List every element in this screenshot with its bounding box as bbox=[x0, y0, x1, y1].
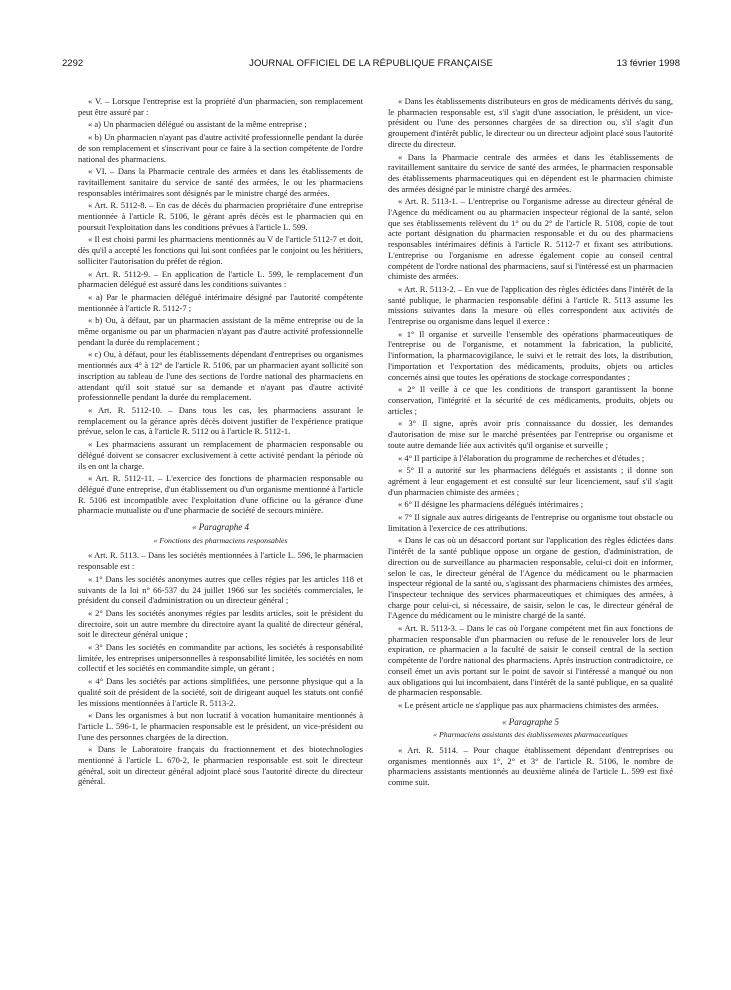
paragraph: « Art. R. 5113-2. – En vue de l'application des règles édictées dans l'intérêt de la santé publique, le pharmacien responsable défini à l'article R. 5113 assume les missions suivantes dans la mesure où elles correspondent aux activités de l'entreprise ou organisme dans lequel il exerce : bbox=[388, 283, 673, 327]
paragraph: « 1° Dans les sociétés anonymes autres que celles régies par les articles 118 et suivants de la loi n° 66-537 du 24 juillet 1966 sur les sociétés commerciales, le président du conseil d'administration ou un directeur général ; bbox=[78, 573, 363, 606]
paragraph: « 1° Il organise et surveille l'ensemble des opérations pharmaceutiques de l'entreprise ou de l'organisme, et notamment la fabrication, la publicité, l'information, la pharmacovigilance, le suivi et le retrait des lots, la distribution, l'importation et l'exportation des médicaments, produits, objets ou articles concernés ainsi que toutes les opérations de stockage correspondantes ; bbox=[388, 328, 673, 382]
paragraph: « Dans les organismes à but non lucratif à vocation humanitaire mentionnés à l'article L. 596-1, le pharmacien responsable est le président, un vice-président ou l'une des personnes chargées de la direction. bbox=[78, 710, 363, 742]
paragraph: « 3° Il signe, après avoir pris connaissance du dossier, les demandes d'autorisation de mise sur le marché présentées par l'entreprise ou organisme et toute autre demande liée aux activités qu'il organise et surveille ; bbox=[388, 418, 673, 450]
section-heading: « Paragraphe 5 bbox=[502, 716, 559, 727]
paragraph: « Dans les établissements distributeurs en gros de médicaments dérivés du sang, le pharmacien responsable est, s'il s'agit d'une association, le président, un vice-président ou l'une des personnes chargées de sa direction ou, s'il s'agit d'un groupement d'intérêt public, le directeur ou un directeur adjoint placé sous l'autorité directe du directeur. bbox=[388, 96, 673, 149]
paragraph: « 7° Il signale aux autres dirigeants de l'entreprise ou organisme tout obstacle ou limitation à l'exercice de ces attributions. bbox=[388, 512, 673, 533]
page-number: 2292 bbox=[62, 58, 84, 69]
paragraph: « Il est choisi parmi les pharmaciens mentionnés au V de l'article 5112-7 et doit, dès qu'il a accepté les fonctions qui lui sont confiées par le conjoint ou les héritiers, solliciter l'autorisation du préfet de région. bbox=[78, 234, 363, 266]
paragraph: « b) Un pharmacien n'ayant pas d'autre activité professionnelle pendant la durée de son remplacement et s'inscrivant pour ce faire à la section compétente de l'ordre national des pharmaciens. bbox=[78, 132, 363, 164]
paragraph: « Dans le Laboratoire français du fractionnement et des biotechnologies mentionné à l'article L. 670-2, le pharmacien responsable est soit le directeur général, soit un directeur général adjoint placé sous l'autorité directe du directeur général. bbox=[78, 744, 363, 787]
paragraph: « Art. R. 5112-10. – Dans tous les cas, les pharmaciens assurant le remplacement ou la gérance après décès doivent justifier de l'expérience pratique prévue, selon le cas, à l'article R. 5112 ou à l'article R. 5112-1. bbox=[78, 404, 363, 437]
paragraph: « 5° Il a autorité sur les pharmaciens délégués et assistants ; il donne son agrément à leur engagement et est consulté sur leur licenciement, sauf s'il s'agit d'un pharmacien chimiste des armées ; bbox=[388, 465, 673, 497]
publication-date: 13 février 1998 bbox=[616, 58, 680, 69]
paragraph: « 4° Dans les sociétés par actions simplifiées, une personne physique qui a la qualité soit de président de la société, soit de dirigeant auquel les statuts ont confié les missions mentionnées à l'article R. 5113-2. bbox=[78, 676, 363, 708]
paragraph: « Art. R. 5112-8. – En cas de décès du pharmacien propriétaire d'une entreprise mentionnée à l'article R. 5106, le gérant après décès est le pharmacien qui en poursuit l'exploitation dans les conditions prévues à l'article L. 599. bbox=[78, 200, 363, 232]
section-subheading: « Pharmaciens assistants des établissements pharmaceutiques bbox=[433, 730, 628, 740]
section-subheading: « Fonctions des pharmaciens responsables bbox=[153, 535, 288, 545]
paragraph: « 6° Il désigne les pharmaciens délégués intérimaires ; bbox=[398, 499, 584, 510]
paragraph: « Dans la Pharmacie centrale des armées et dans les établissements de ravitaillement sanitaire du service de santé des armées, le pharmacien responsable des établissements pharmaceutiques qui en dépendent est le pharmacien chimiste des armées désigné par le ministre chargé des armées. bbox=[388, 151, 673, 194]
paragraph: « Art. R. 5113. – Dans les sociétés mentionnées à l'article L. 596, le pharmacien responsable est : bbox=[78, 550, 363, 572]
paragraph: « c) Ou, à défaut, pour les établissements dépendant d'entreprises ou organismes mentionnés aux 4° à 12° de l'article R. 5106, par un pharmacien ayant sollicité son inscription au tableau de l'une des sections de l'ordre national des pharmaciens en attendant qu'il soit statué sur sa demande et n'ayant pas d'autre activité professionnelle pendant la durée du remplacement. bbox=[78, 349, 363, 403]
paragraph: « Art. R. 5112-9. – En application de l'article L. 599, le remplacement d'un pharmacien délégué est assuré dans les conditions suivantes : bbox=[78, 268, 363, 290]
left-column bbox=[78, 96, 363, 789]
paragraph: « 2° Dans les sociétés anonymes régies par lesdits articles, soit le président du directoire, soit un autre membre du directoire ayant la qualité de directeur général, soit le directeur général unique ; bbox=[78, 607, 363, 640]
paragraph: « 4° Il participe à l'élaboration du programme de recherches et d'études ; bbox=[398, 452, 645, 463]
paragraph: « Art. R. 5113-1. – L'entreprise ou l'organisme adresse au directeur général de l'Agence du médicament ou au pharmacien inspecteur régional de la santé, selon que ses établissements relèvent du 1° ou du 2° de l'article R. 5108, copie de tout acte portant désignation du pharmacien responsable et du ou des pharmaciens responsables intérimaires définis à l'article R. 5112-7 et fixant ses attributions. L'entreprise ou l'organisme en adresse également copie au conseil central compétent de l'ordre national des pharmaciens, sauf si l'intéressé est un pharmacien chimiste des armées. bbox=[388, 196, 673, 282]
paragraph: « Les pharmaciens assurant un remplacement de pharmacien responsable ou délégué doivent se consacrer exclusivement à cette activité pendant la période où ils en ont la charge. bbox=[78, 439, 363, 471]
paragraph: « V. – Lorsque l'entreprise est la propriété d'un pharmacien, son remplacement peut être assuré par : bbox=[78, 96, 363, 117]
paragraph: « Dans le cas où un désaccord portant sur l'application des règles édictées dans l'intérêt de la santé publique oppose un organe de gestion, d'administration, de direction ou de surveillance au pharmacien responsable, celui-ci doit en informer, selon le cas, le directeur général de l'Agence du médicament ou le pharmacien inspecteur régional de la santé ou, s'agissant des pharmaciens chimistes des armées, l'inspecteur technique des services pharmaceutiques et chimiques des armées, à charge pour celui-ci, si nécessaire, de saisir, selon le cas, le directeur général de l'Agence du médicament ou le ministre chargé de la santé. bbox=[388, 535, 673, 621]
paragraph: « Art. R. 5114. – Pour chaque établissement dépendant d'entreprises ou organismes mentionnés aux 1°, 2° et 3° de l'article R. 5106, le nombre de pharmaciens assistants mentionnés au deuxième alinéa de l'article L. 599 est fixé comme suit. bbox=[388, 745, 673, 788]
paragraph: « Le présent article ne s'applique pas aux pharmaciens chimistes des armées. bbox=[398, 699, 659, 710]
paragraph: « Art. R. 5112-11. – L'exercice des fonctions de pharmacien responsable ou délégué d'une entreprise, d'un établissement ou d'un organisme mentionné à l'article R. 5106 est incompatible avec l'exploitation d'une officine ou la gérance d'une pharmacie mutualiste ou d'une pharmacie de société de secours minière. bbox=[78, 473, 363, 516]
paragraph: « 2° Il veille à ce que les conditions de transport garantissent la bonne conservation, l'intégrité et la sécurité de ces médicaments, produits, objets ou articles ; bbox=[388, 384, 673, 416]
right-column bbox=[388, 96, 673, 790]
paragraph: « 3° Dans les sociétés en commandite par actions, les sociétés à responsabilité limitée, les entreprises unipersonnelles à responsabilité limitée, les sociétés en nom collectif et les sociétés en commandite simple, un gérant ; bbox=[78, 642, 363, 674]
paragraph: « VI. – Dans la Pharmacie centrale des armées et dans les établissements de ravitaillement sanitaire du service de santé des armées, le ou les pharmaciens responsables intérimaires sont désignés par le ministre chargé des armées. bbox=[78, 166, 363, 198]
journal-title: JOURNAL OFFICIEL DE LA RÉPUBLIQUE FRANÇAISE bbox=[249, 58, 493, 69]
page-header bbox=[62, 58, 680, 74]
paragraph: « Art. R. 5113-3. – Dans le cas où l'organe compétent met fin aux fonctions de pharmacien responsable d'un pharmacien ou refuse de le renouveler lors de leur expiration, ce pharmacien a la faculté de saisir le conseil central de la section compétente de l'ordre national des pharmaciens. Après instruction contradictoire, ce conseil émet un avis portant sur le point de savoir si l'intéressé a manqué ou non aux obligations qui lui incombaient, dans l'intérêt de la santé publique, en sa qualité de pharmacien responsable. bbox=[388, 623, 673, 698]
paragraph: « b) Ou, à défaut, par un pharmacien assistant de la même entreprise ou de la même organisme ou par un pharmacien n'ayant pas d'autre activité professionnelle pendant la durée du remplacement ; bbox=[78, 315, 363, 347]
section-heading: « Paragraphe 4 bbox=[192, 522, 249, 533]
paragraph: « a) Un pharmacien délégué ou assistant de la même entreprise ; bbox=[88, 119, 307, 130]
paragraph: « a) Par le pharmacien délégué intérimaire désigné par l'autorité compétente mentionnée à l'article R. 5112-7 ; bbox=[78, 291, 363, 313]
